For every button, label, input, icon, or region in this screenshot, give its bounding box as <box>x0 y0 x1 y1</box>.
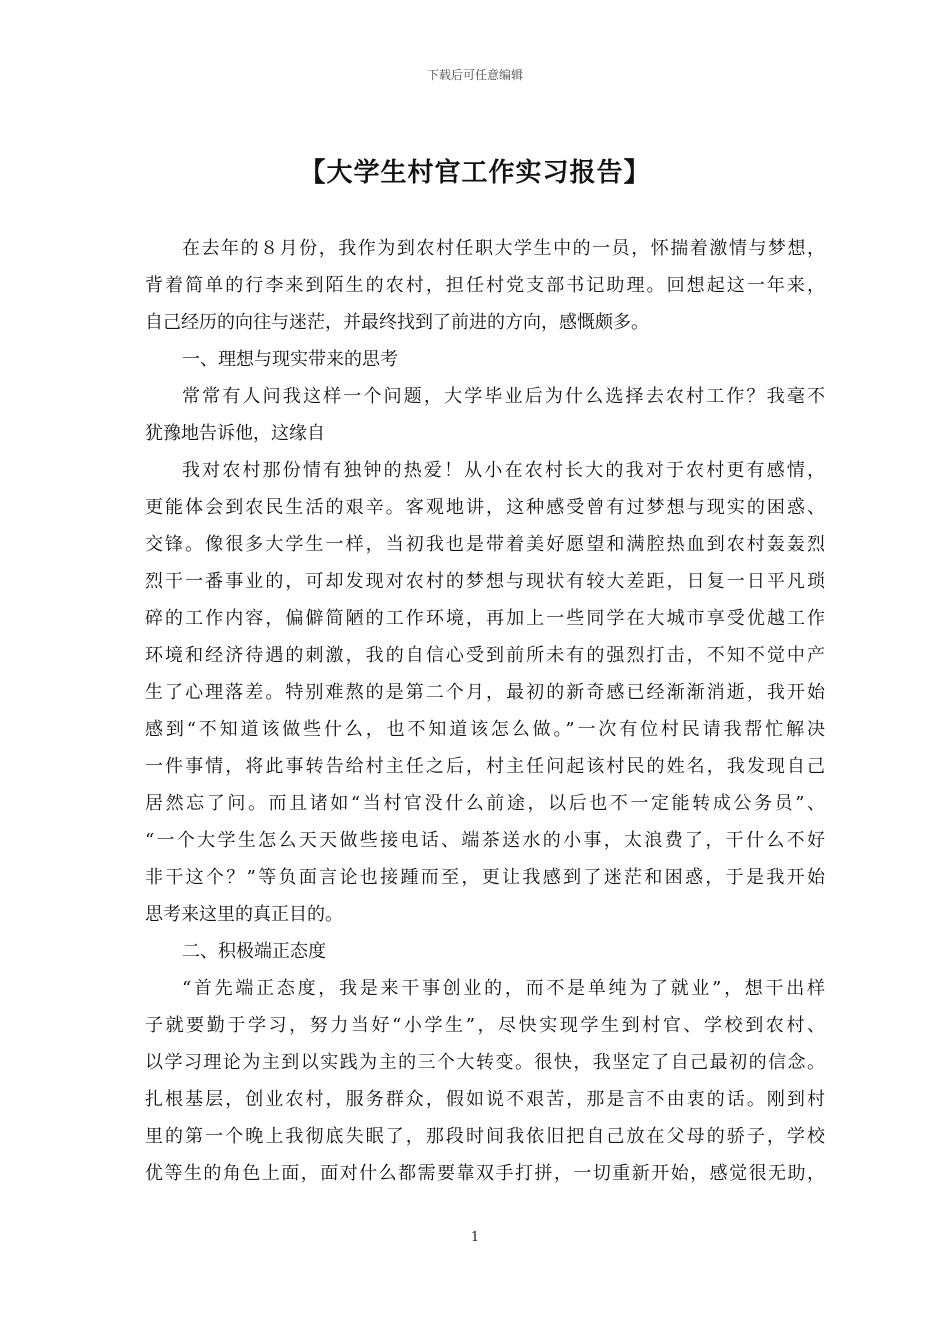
text-line: 里的第一个晚上我彻底失眠了，那段时间我依旧把自己放在父母的骄子，学校 <box>145 1126 825 1147</box>
text-line: 背着简单的行李来到陌生的农村，担任村党支部书记助理。回想起这一年来， <box>145 275 825 296</box>
text-line: 思考来这里的真正目的。 <box>145 904 343 925</box>
text-line: 我对农村那份情有独钟的热爱！从小在农村长大的我对于农村更有感情， <box>182 460 825 481</box>
page-number: 1 <box>470 1230 480 1245</box>
text-line: “首先端正态度，我是来干事创业的，而不是单纯为了就业”，想干出样 <box>182 978 825 999</box>
text-line: 交锋。像很多大学生一样，当初我也是带着美好愿望和满腔热血到农村轰轰烈 <box>145 534 825 555</box>
text-line: 子就要勤于学习，努力当好“小学生”，尽快实现学生到村官、学校到农村、 <box>145 1015 825 1036</box>
text-line: “一个大学生怎么天天做些接电话、端茶送水的小事，太浪费了，干什么不好 <box>145 830 825 851</box>
text-line: 一件事情，将此事转告给村主任之后，村主任问起该村民的姓名，我发现自己 <box>145 756 825 777</box>
page-header: 下载后可任意编辑 <box>426 68 523 82</box>
text-line: 自己经历的向往与迷茫，并最终找到了前进的方向，感慨颇多。 <box>145 312 649 333</box>
text-line: 以学习理论为主到以实践为主的三个大转变。很快，我坚定了自己最初的信念。 <box>145 1052 825 1073</box>
text-line: 环境和经济待遇的刺激，我的自信心受到前所未有的强烈打击，不知不觉中产 <box>145 645 825 666</box>
text-line: 碎的工作内容，偏僻简陋的工作环境，再加上一些同学在大城市享受优越工作 <box>145 608 825 629</box>
text-line: 优等生的角色上面，面对什么都需要靠双手打拼，一切重新开始，感觉很无助， <box>145 1163 825 1184</box>
text-line: 扎根基层，创业农村，服务群众，假如说不艰苦，那是言不由衷的话。刚到村 <box>145 1089 825 1110</box>
text-line: 居然忘了问。而且诸如“当村官没什么前途，以后也不一定能转成公务员”、 <box>145 793 825 814</box>
text-line: 感到“不知道该做些什么，也不知道该怎么做。”一次有位村民请我帮忙解决 <box>145 719 825 740</box>
text-line: 更能体会到农民生活的艰辛。客观地讲，这种感受曾有过梦想与现实的困惑、 <box>145 497 825 518</box>
text-line: 非干这个？”等负面言论也接踵而至，更让我感到了迷茫和困惑，于是我开始 <box>145 867 825 888</box>
text-line: 生了心理落差。特别难熬的是第二个月，最初的新奇感已经渐渐消逝，我开始 <box>145 682 825 703</box>
text-line: 二、积极端正态度 <box>182 941 326 962</box>
text-line: 常常有人问我这样一个问题，大学毕业后为什么选择去农村工作？我毫不 <box>182 386 825 407</box>
document-title: 【大学生村官工作实习报告】 <box>299 158 651 188</box>
document-body <box>145 230 825 1192</box>
text-line: 犹豫地告诉他，这缘自 <box>145 423 325 444</box>
text-line: 一、理想与现实带来的思考 <box>182 349 398 370</box>
text-line: 在去年的８月份，我作为到农村任职大学生中的一员，怀揣着激情与梦想， <box>182 238 825 259</box>
text-line: 烈干一番事业的，可却发现对农村的梦想与现状有较大差距，日复一日平凡琐 <box>145 571 825 592</box>
